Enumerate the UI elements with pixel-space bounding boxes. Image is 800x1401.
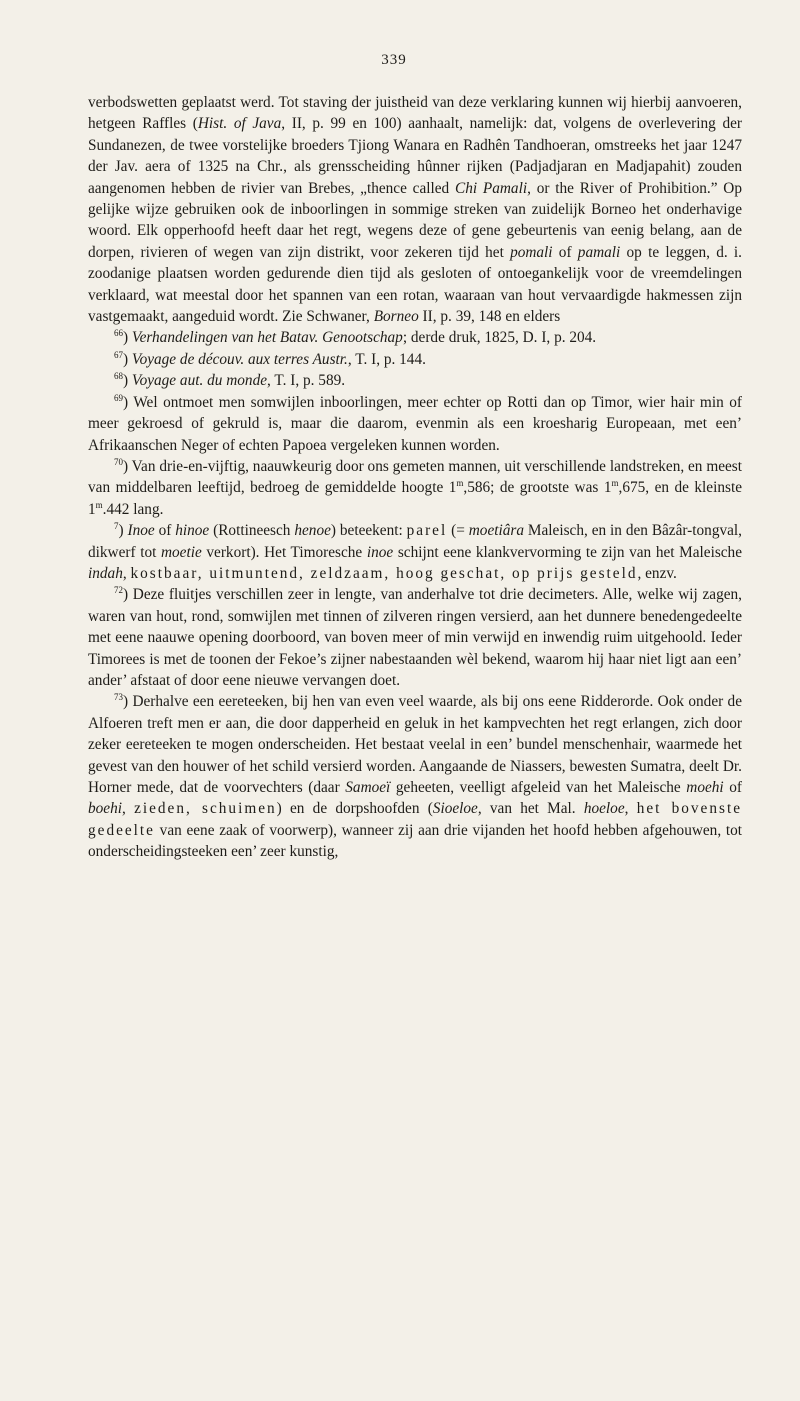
page-number: 339 [381,52,407,68]
superscript: m [456,478,464,489]
text-run: ) [123,372,132,390]
text-run: verkort). Het Timoresche [201,543,367,561]
footnote-68 [88,370,742,391]
footnote-69 [88,392,742,456]
text-run: (= [447,522,469,540]
italic-run: Inoe [127,522,155,540]
text-run: ) [123,350,132,368]
text-run: , [122,564,131,582]
text-run: , enzv. [637,564,677,582]
superscript: 68 [114,371,123,382]
italic-run: boehi [88,800,122,818]
italic-run: Verhandelingen van het Batav. Genootschap [131,329,403,347]
text-run: verbodswetten geplaatst werd. Tot staving der juistheid van deze verklaring kunnen wij hierbij aanvoeren, hetgeen Raffles ( [88,94,742,133]
text-run: ; derde druk, 1825, D. I, p. 204. [402,329,597,347]
text-run: , van het Mal. [477,800,584,818]
spaced-run: het bovenste gedeelte [88,800,742,839]
spaced-run: parel [406,522,448,540]
italic-run: indah [88,564,123,582]
text-run: , [624,800,637,818]
italic-run: hinoe [175,522,210,540]
footnote-67 [88,349,742,370]
text-run: ,675, en de kleinste 1 [88,479,742,518]
text-run: ,586; de grootste was 1 [463,479,612,497]
text-run: ) Wel ontmoet men somwijlen inboorlingen, meer echter op Rotti dan op Timor, wier hair min of meer gekroesd of gekruld is, maar die daarom, evenmin als een kroesharig Europeaan, met een’ Afrikaanschen Neger of echten Papoea vergeleken kunnen worden. [88,393,742,454]
text-run: geheeten, veelligt afgeleid van het Maleische [390,779,687,796]
text-run: , II, p. 99 en 100) aanhaalt, namelijk: dat, volgens de overlevering der Sundanezen, de twee vorstelijke broeders Tjiong Wanara en Radhên Tandhoeran, omstreeks het jaar 1247 der Jav. aera of 1325 na Chr., als grensscheiding hûnner rijken (Padjadjaran en Madjapahit) zouden aangenomen hebben de rivier van Brebes, „thence called [88,115,742,197]
italic-run: Voyage de découv. aux terres Austr. [131,350,348,368]
footnote-66 [88,327,742,348]
text-run: van eene zaak of voorwerp), wanneer zij aan drie vijanden het hoofd hebben afgehouwen, tot onderscheidingsteeken een’ zeer kunstig, [88,821,742,861]
italic-run: Chi Pamali [455,179,528,197]
superscript: m [611,478,619,489]
italic-run: moetie [160,543,202,561]
italic-run: Voyage aut. du monde [131,372,268,390]
italic-run: Borneo [373,308,419,326]
footnote-73 [88,691,742,862]
text-run: II, p. 39, 148 en elders [418,308,561,326]
superscript: 66 [114,328,123,339]
italic-run: Hist. of Java [197,115,282,133]
text-run: , or the River of Prohibition.” Op gelijke wijze gebruiken ook de inboorlingen in sommige streken van zuidelijk Borneo het onderhavige woord. Elk opperhoofd heeft daar het regt, wegens deze of gene gebeurtenis van eenig belang, aan de dorpen, rivieren of wegen van zijn distrikt, voor zekeren tijd het [88,179,742,261]
text-run: op te leggen, d. i. zoodanige plaatsen worden gedurende dien tijd als gesloten of ontoegankelijk voor de vreemdelingen verklaard, wat meestal door het spannen van een rotan, waaraan van hout vervaardigde hakmessen zijn vastgemaakt, aangeduid wordt. Zie Schwaner, [88,243,742,326]
italic-run: hoeloe [583,800,625,818]
superscript: 70 [114,456,123,467]
text-run: of [154,522,176,540]
italic-run: moehi [686,779,724,796]
text-run: (Rottineesch [209,522,295,540]
italic-run: Samoeï [345,779,391,796]
text-run: ) [118,522,128,540]
text-run: ) beteekent: [330,522,407,540]
text-run: , T. I, p. 144. [347,350,426,368]
italic-run: Sioeloe [432,800,478,818]
superscript: 73 [114,692,123,703]
text-run: ) [123,329,132,347]
spaced-run: kostbaar, uitmuntend, zeldzaam, hoog geschat, op prijs gesteld [130,564,638,582]
italic-run: pamali [577,243,621,261]
italic-run: pomali [510,243,553,261]
superscript: 7 [114,521,119,532]
text-run: schijnt eene klankvervorming te zijn van het Maleische [393,543,742,561]
superscript: m [95,499,103,510]
spaced-run: zieden, schuimen [134,800,277,818]
text-run: of [723,779,742,796]
italic-run: inoe [366,543,394,561]
continued-paragraph [88,92,742,327]
text-run: ) Derhalve een eereteeken, bij hen van even veel waarde, als bij ons eene Ridderorde. Ook onder de Alfoeren treft men er aan, die door dapperheid en geluk in het kampvechten het regt erlangen, zich door zeker eereteeken te mogen onderscheiden. Het bestaat veelal in een’ bundel menschenhair, waarmede het gevest van den houwer of het schild versierd worden. Aangaande de Niassers, bewesten Sumatra, deelt Dr. Horner mede, dat de voorvechters (daar [88,693,742,796]
superscript: 67 [114,349,123,360]
footnote-72 [88,584,742,691]
footnote-71 [88,520,742,584]
superscript: 69 [114,392,123,403]
text-run: Maleisch, en in den Bâzâr-tongval, dikwerf tot [88,522,742,561]
text-run: ) Van drie-en-vijftig, naauwkeurig door ons gemeten mannen, uit verschillende landstreken, en meest van middelbaren leeftijd, bedroeg de gemiddelde hoogte 1 [88,457,742,497]
text-body [88,92,742,863]
superscript: 72 [114,585,123,596]
text-run: of [552,243,578,261]
footnote-70 [88,456,742,520]
text-run: .442 lang. [102,500,164,518]
text-run: ) en de dorpshoofden ( [276,800,433,818]
text-run: ) Deze fluitjes verschillen zeer in lengte, van anderhalve tot drie decimeters. Alle, welke wij zagen, waren van hout, rond, somwijlen met tinnen of zilveren ringen versierd, aan het dunnere benedengedeelte met eene naauwe opening doorboord, van boven meer of min verwijd en inwendig ruim uitgehoold. Ieder Timorees is met de toonen der Fekoe’s zijner nabestaanden wèl bekend, waarom hij haar niet ligt aan een’ ander’ afstaat of door eene nieuwe vervangen doet. [88,586,742,689]
italic-run: moetiâra [468,522,524,540]
text-run: , [122,800,135,818]
text-run: , T. I, p. 589. [267,372,346,390]
italic-run: henoe [294,522,331,540]
